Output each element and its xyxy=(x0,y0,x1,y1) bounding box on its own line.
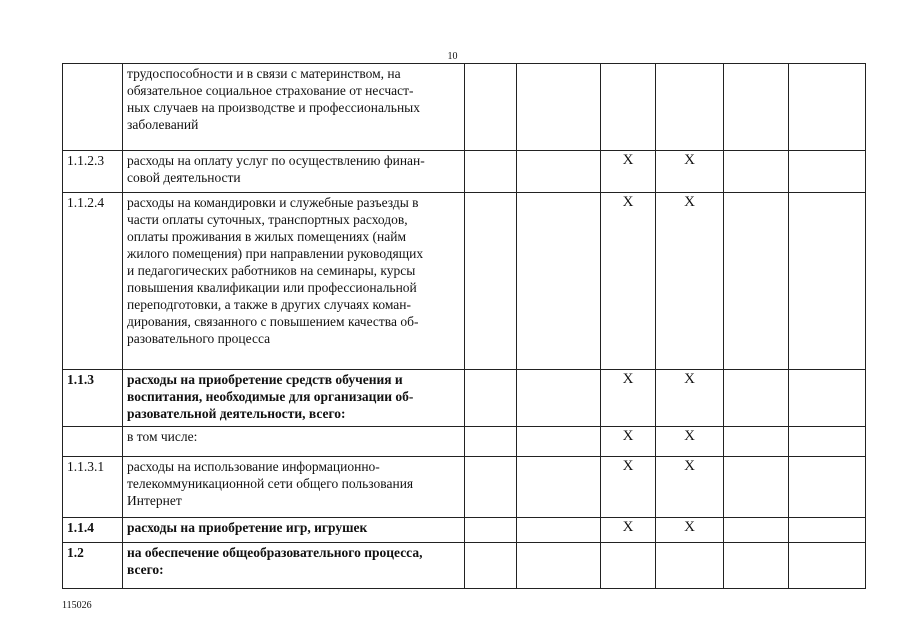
description-line: на обеспечение общеобразовательного процесса, xyxy=(127,545,423,560)
description-line: Интернет xyxy=(127,493,182,508)
mark-cell-col-8 xyxy=(789,543,866,589)
description-line: расходы на использование информационно- xyxy=(127,459,380,474)
mark-cell-col-3 xyxy=(465,151,517,193)
mark-cell-col-4 xyxy=(517,193,601,370)
table-row xyxy=(63,151,866,193)
mark-cell-col-7 xyxy=(724,64,789,151)
mark-cell-col-4 xyxy=(517,518,601,543)
row-description xyxy=(123,193,465,370)
description-line: обязательное социальное страхование от несчаст- xyxy=(127,83,414,98)
description-line: жилого помещения) при направлении руководящих xyxy=(127,246,424,261)
row-description xyxy=(123,370,465,427)
mark-cell-col-6 xyxy=(656,64,724,151)
row-description xyxy=(123,543,465,589)
row-description xyxy=(123,427,465,457)
mark-cell-col-4 xyxy=(517,427,601,457)
mark-cell-col-6: X xyxy=(656,518,724,543)
row-number xyxy=(63,64,123,151)
mark-cell-col-8 xyxy=(789,427,866,457)
mark-cell-col-5: X xyxy=(601,193,656,370)
table-row xyxy=(63,193,866,370)
budget-table xyxy=(62,63,866,589)
description-line: заболеваний xyxy=(127,117,199,132)
mark-cell-col-5 xyxy=(601,543,656,589)
row-number: 1.1.3.1 xyxy=(63,457,123,518)
mark-cell-col-7 xyxy=(724,518,789,543)
description-line: всего: xyxy=(127,562,164,577)
mark-cell-col-5: X xyxy=(601,518,656,543)
mark-cell-col-7 xyxy=(724,427,789,457)
mark-cell-col-3 xyxy=(465,518,517,543)
description-line: телекоммуникационной сети общего пользования xyxy=(127,476,414,491)
mark-cell-col-6: X xyxy=(656,457,724,518)
mark-cell-col-3 xyxy=(465,457,517,518)
description-line: повышения квалификации или профессиональной xyxy=(127,280,417,295)
mark-cell-col-6: X xyxy=(656,193,724,370)
mark-cell-col-7 xyxy=(724,370,789,427)
mark-cell-col-7 xyxy=(724,193,789,370)
description-line: оплаты проживания в жилых помещениях (найм xyxy=(127,229,406,244)
row-description xyxy=(123,518,465,543)
mark-cell-col-5: X xyxy=(601,457,656,518)
mark-cell-col-8 xyxy=(789,370,866,427)
description-line: совой деятельности xyxy=(127,170,241,185)
description-line: расходы на приобретение средств обучения и xyxy=(127,372,403,387)
table-row xyxy=(63,543,866,589)
row-number xyxy=(63,427,123,457)
mark-cell-col-8 xyxy=(789,151,866,193)
mark-cell-col-6 xyxy=(656,543,724,589)
description-line: дирования, связанного с повышением качества об- xyxy=(127,314,419,329)
row-description xyxy=(123,457,465,518)
mark-cell-col-7 xyxy=(724,543,789,589)
mark-cell-col-7 xyxy=(724,457,789,518)
table-row xyxy=(63,427,866,457)
mark-cell-col-4 xyxy=(517,543,601,589)
description-line: воспитания, необходимые для организации об- xyxy=(127,389,414,404)
description-line: разовательного процесса xyxy=(127,331,271,346)
mark-cell-col-6: X xyxy=(656,370,724,427)
description-line: расходы на приобретение игр, игрушек xyxy=(127,520,368,535)
mark-cell-col-6: X xyxy=(656,151,724,193)
mark-cell-col-4 xyxy=(517,457,601,518)
mark-cell-col-5: X xyxy=(601,427,656,457)
description-line: в том числе: xyxy=(127,429,198,444)
mark-cell-col-5: X xyxy=(601,370,656,427)
table-row xyxy=(63,64,866,151)
description-line: трудоспособности и в связи с материнством, на xyxy=(127,66,401,81)
description-line: ных случаев на производстве и профессиональных xyxy=(127,100,420,115)
mark-cell-col-6: X xyxy=(656,427,724,457)
mark-cell-col-5: X xyxy=(601,151,656,193)
page-number: 10 xyxy=(447,51,458,62)
mark-cell-col-8 xyxy=(789,518,866,543)
mark-cell-col-8 xyxy=(789,193,866,370)
mark-cell-col-5 xyxy=(601,64,656,151)
mark-cell-col-3 xyxy=(465,370,517,427)
mark-cell-col-4 xyxy=(517,64,601,151)
description-line: расходы на оплату услуг по осуществлению финан- xyxy=(127,153,425,168)
mark-cell-col-4 xyxy=(517,151,601,193)
description-line: разовательной деятельности, всего: xyxy=(127,406,346,421)
description-line: переподготовки, а также в других случаях коман- xyxy=(127,297,412,312)
description-line: и педагогических работников на семинары, курсы xyxy=(127,263,416,278)
description-line: части оплаты суточных, транспортных расходов, xyxy=(127,212,408,227)
mark-cell-col-8 xyxy=(789,64,866,151)
row-number: 1.1.3 xyxy=(63,370,123,427)
row-description xyxy=(123,151,465,193)
footer-code: 115026 xyxy=(62,600,92,611)
row-number: 1.2 xyxy=(63,543,123,589)
mark-cell-col-3 xyxy=(465,64,517,151)
table-row xyxy=(63,457,866,518)
mark-cell-col-8 xyxy=(789,457,866,518)
mark-cell-col-4 xyxy=(517,370,601,427)
row-number: 1.1.2.4 xyxy=(63,193,123,370)
description-line: расходы на командировки и служебные разъезды в xyxy=(127,195,419,210)
table-row xyxy=(63,370,866,427)
row-description xyxy=(123,64,465,151)
mark-cell-col-3 xyxy=(465,543,517,589)
mark-cell-col-3 xyxy=(465,193,517,370)
mark-cell-col-3 xyxy=(465,427,517,457)
table-body xyxy=(63,64,866,589)
table-row xyxy=(63,518,866,543)
mark-cell-col-7 xyxy=(724,151,789,193)
row-number: 1.1.2.3 xyxy=(63,151,123,193)
row-number: 1.1.4 xyxy=(63,518,123,543)
